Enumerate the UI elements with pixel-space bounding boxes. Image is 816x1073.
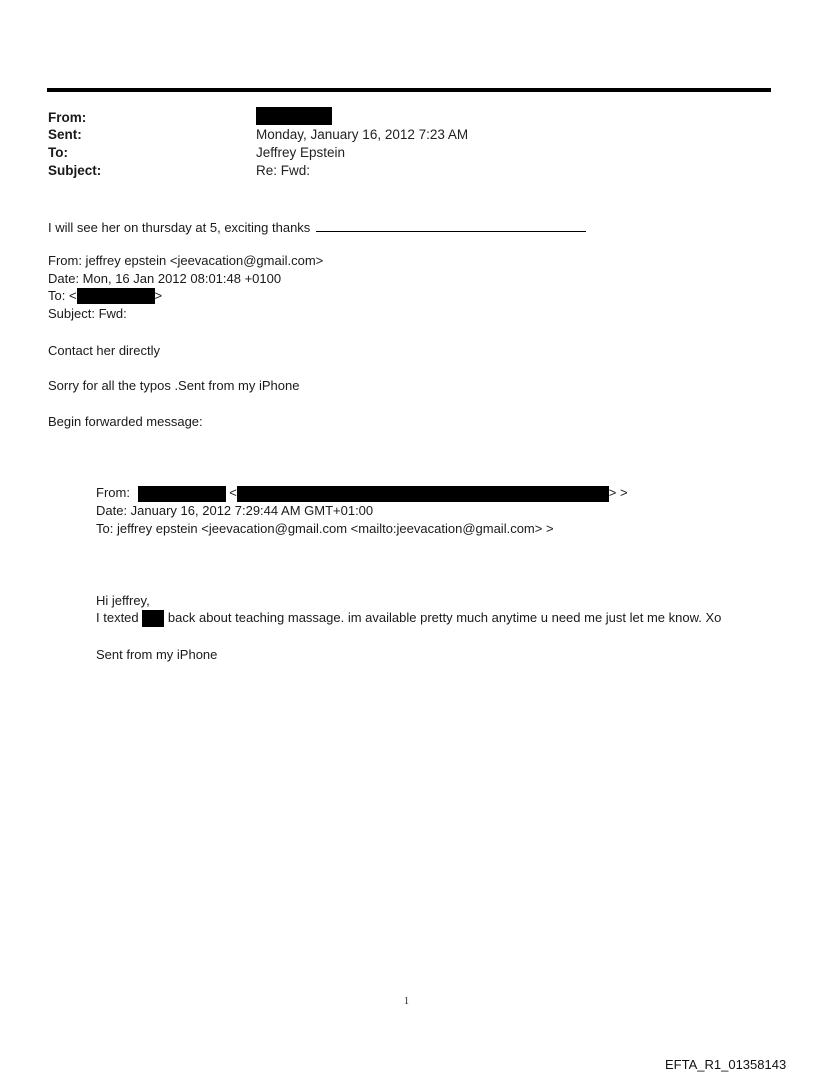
from-label: From: — [48, 110, 87, 125]
fwd1-from: From: jeffrey epstein <jeevacation@gmail.com> — [48, 253, 324, 268]
fwd2-greeting: Hi jeffrey, — [96, 593, 150, 608]
fwd2-body-suffix: back about teaching massage. im available pretty much anytime u need me just let me know. Xo — [167, 610, 722, 625]
redacted-to-block — [77, 288, 155, 304]
fwd2-to: To: jeffrey epstein <jeevacation@gmail.com <mailto:jeevacation@gmail.com> > — [96, 521, 554, 536]
subject-value: Re: Fwd: — [256, 163, 311, 178]
header-rule — [47, 88, 771, 92]
fwd2-date: Date: January 16, 2012 7:29:44 AM GMT+01:00 — [96, 503, 374, 518]
redacted-from-block — [256, 107, 332, 125]
fwd2-from-gt: > > — [608, 485, 628, 500]
bates-number: EFTA_R1_01358143 — [665, 1057, 787, 1072]
reply-line — [48, 218, 586, 235]
fwd1-date: Date: Mon, 16 Jan 2012 08:01:48 +0100 — [48, 271, 282, 286]
fwd2-body — [96, 610, 721, 627]
redacted-sender-name — [138, 486, 226, 502]
sent-label: Sent: — [48, 127, 82, 142]
fwd1-to-suffix: > — [154, 288, 163, 303]
to-label: To: — [48, 145, 68, 160]
fwd2-from-prefix: From: — [96, 485, 130, 500]
to-value: Jeffrey Epstein — [256, 145, 346, 160]
fwd1-subject: Subject: Fwd: — [48, 306, 127, 321]
fwd2-body-prefix: I texted — [96, 610, 139, 625]
redacted-sender-email — [237, 486, 609, 502]
fwd1-line2: Sorry for all the typos .Sent from my iPhone — [48, 378, 300, 393]
fwd1-line3: Begin forwarded message: — [48, 414, 203, 429]
fwd1-to-prefix: To: < — [48, 288, 77, 303]
fwd1-to — [48, 288, 162, 304]
reply-underline — [316, 218, 586, 232]
fwd2-signature: Sent from my iPhone — [96, 647, 218, 662]
subject-label: Subject: — [48, 163, 102, 178]
reply-text: I will see her on thursday at 5, exciting thanks — [48, 220, 311, 235]
redacted-name-inline — [142, 610, 164, 627]
sent-value: Monday, January 16, 2012 7:23 AM — [256, 127, 469, 142]
fwd2-from — [96, 485, 628, 502]
fwd2-from-lt: < — [229, 485, 237, 500]
page-number: 1 — [404, 996, 409, 1007]
fwd1-line1: Contact her directly — [48, 343, 160, 358]
